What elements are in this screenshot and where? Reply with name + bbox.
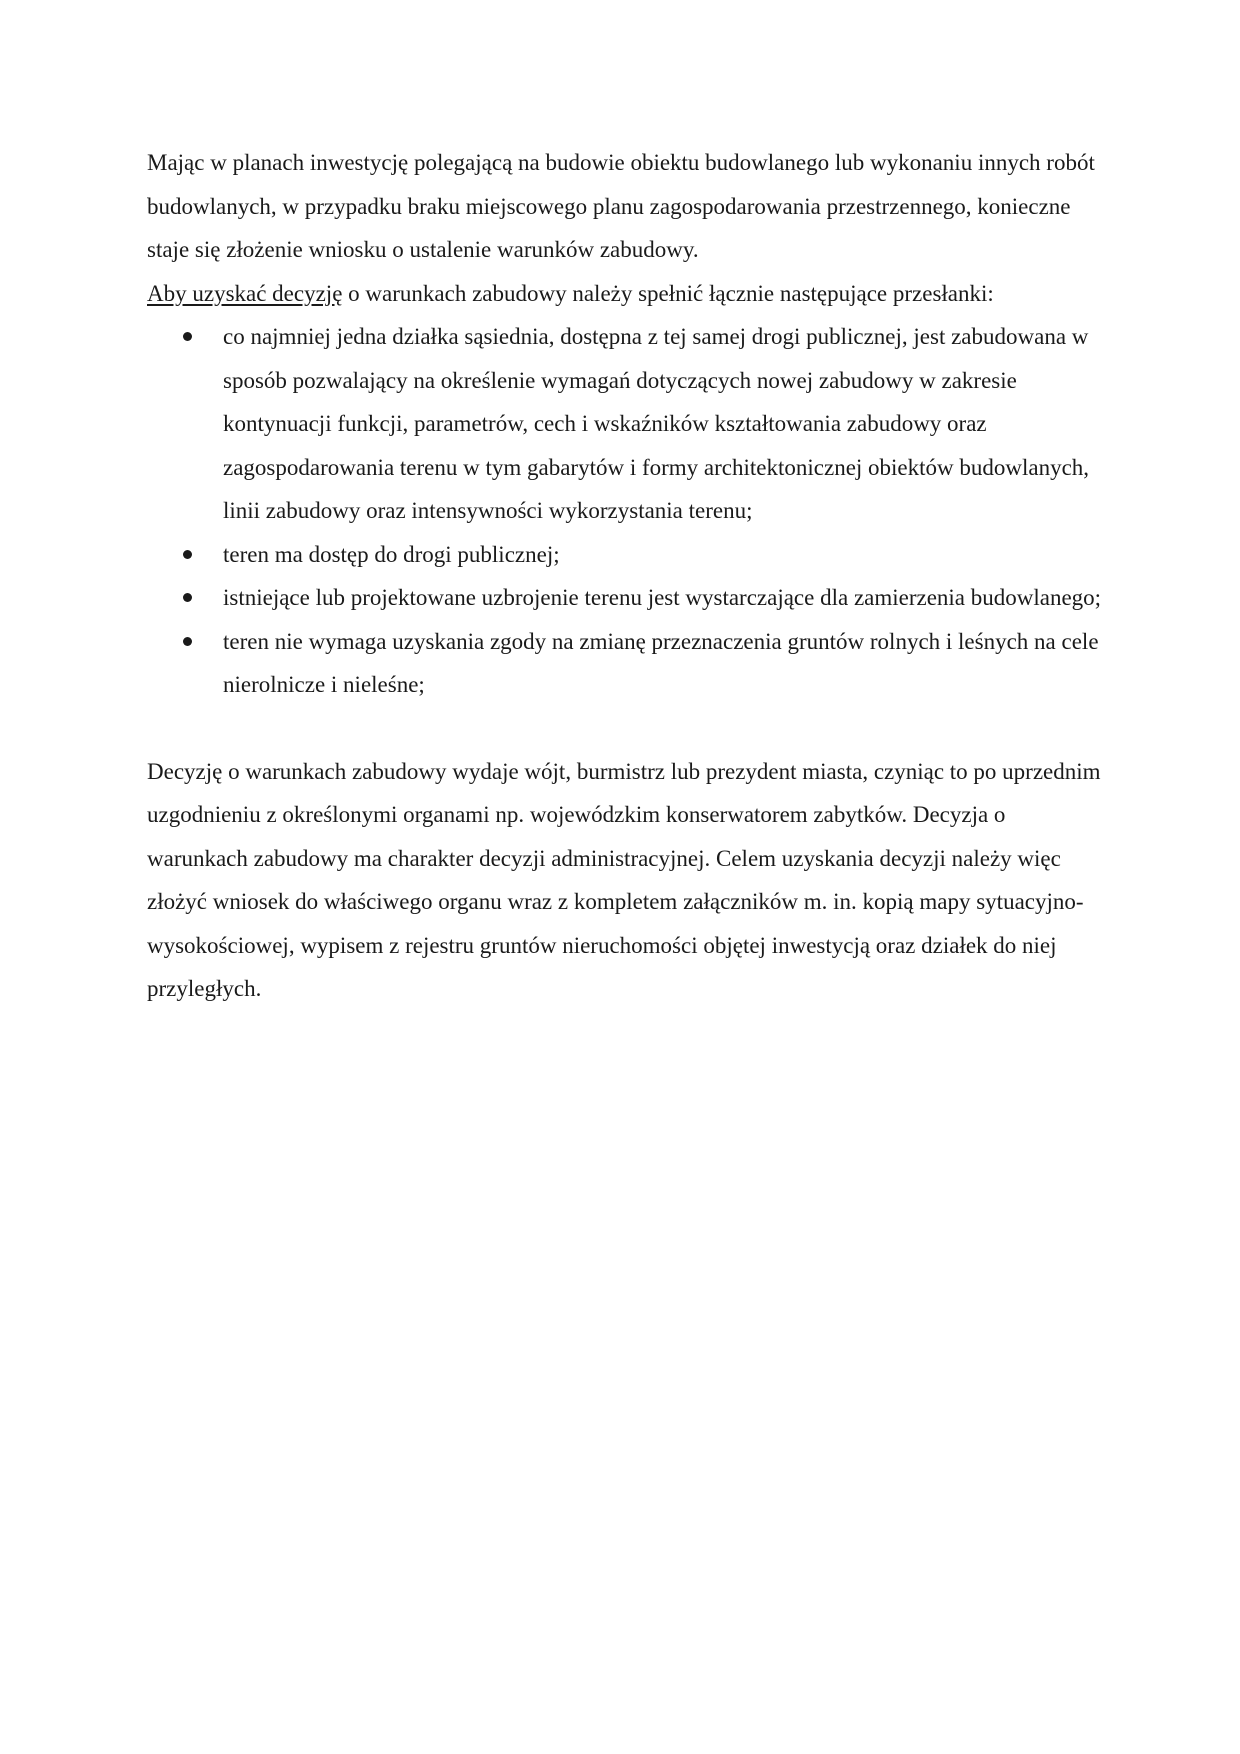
requirements-lead-rest: o warunkach zabudowy należy spełnić łącznie następujące przesłanki:: [342, 280, 994, 306]
intro-paragraph: Mając w planach inwestycję polegającą na budowie obiektu budowlanego lub wykonaniu innych robót budowlanych, w przypadku braku miejscowego planu zagospodarowania przestrzennego, konieczne staje się złożenie wniosku o ustalenie warunków zabudowy.: [147, 150, 1095, 262]
closing-paragraph: Decyzję o warunkach zabudowy wydaje wójt, burmistrz lub prezydent miasta, czyniąc to po uprzednim uzgodnieniu z określonymi organami np. wojewódzkim konserwatorem zabytków. Decyzja o warunkach zabudowy ma charakter decyzji administracyjnej. Celem uzyskania decyzji należy więc złożyć wniosek do właściwego organu wraz z kompletem załączników m. in. kopią mapy sytuacyjno-wysokościowej, wypisem z rejestru gruntów nieruchomości objętej inwestycją oraz działek do niej przyległych.: [147, 758, 1101, 1001]
list-item: teren nie wymaga uzyskania zgody na zmianę przeznaczenia gruntów rolnych i leśnych na cele nierolnicze i nieleśne;: [223, 620, 1107, 707]
list-item: co najmniej jedna działka sąsiednia, dostępna z tej samej drogi publicznej, jest zabudowana w sposób pozwalający na określenie wymagań dotyczących nowej zabudowy w zakresie kontynuacji funkcji, parametrów, cech i wskaźników kształtowania zabudowy oraz zagospodarowania terenu w tym gabarytów i formy architektonicznej obiektów budowlanych, linii zabudowy oraz intensywności wykorzystania terenu;: [223, 315, 1107, 533]
document-body: [147, 141, 1107, 1011]
requirements-lead: [147, 272, 1107, 316]
requirements-lead-underlined: Aby uzyskać decyzję: [147, 280, 343, 306]
list-item: istniejące lub projektowane uzbrojenie terenu jest wystarczające dla zamierzenia budowlanego;: [223, 576, 1107, 620]
list-item: teren ma dostęp do drogi publicznej;: [223, 533, 1107, 577]
requirements-list: [147, 315, 1107, 707]
paragraph-spacer: [147, 707, 1107, 750]
